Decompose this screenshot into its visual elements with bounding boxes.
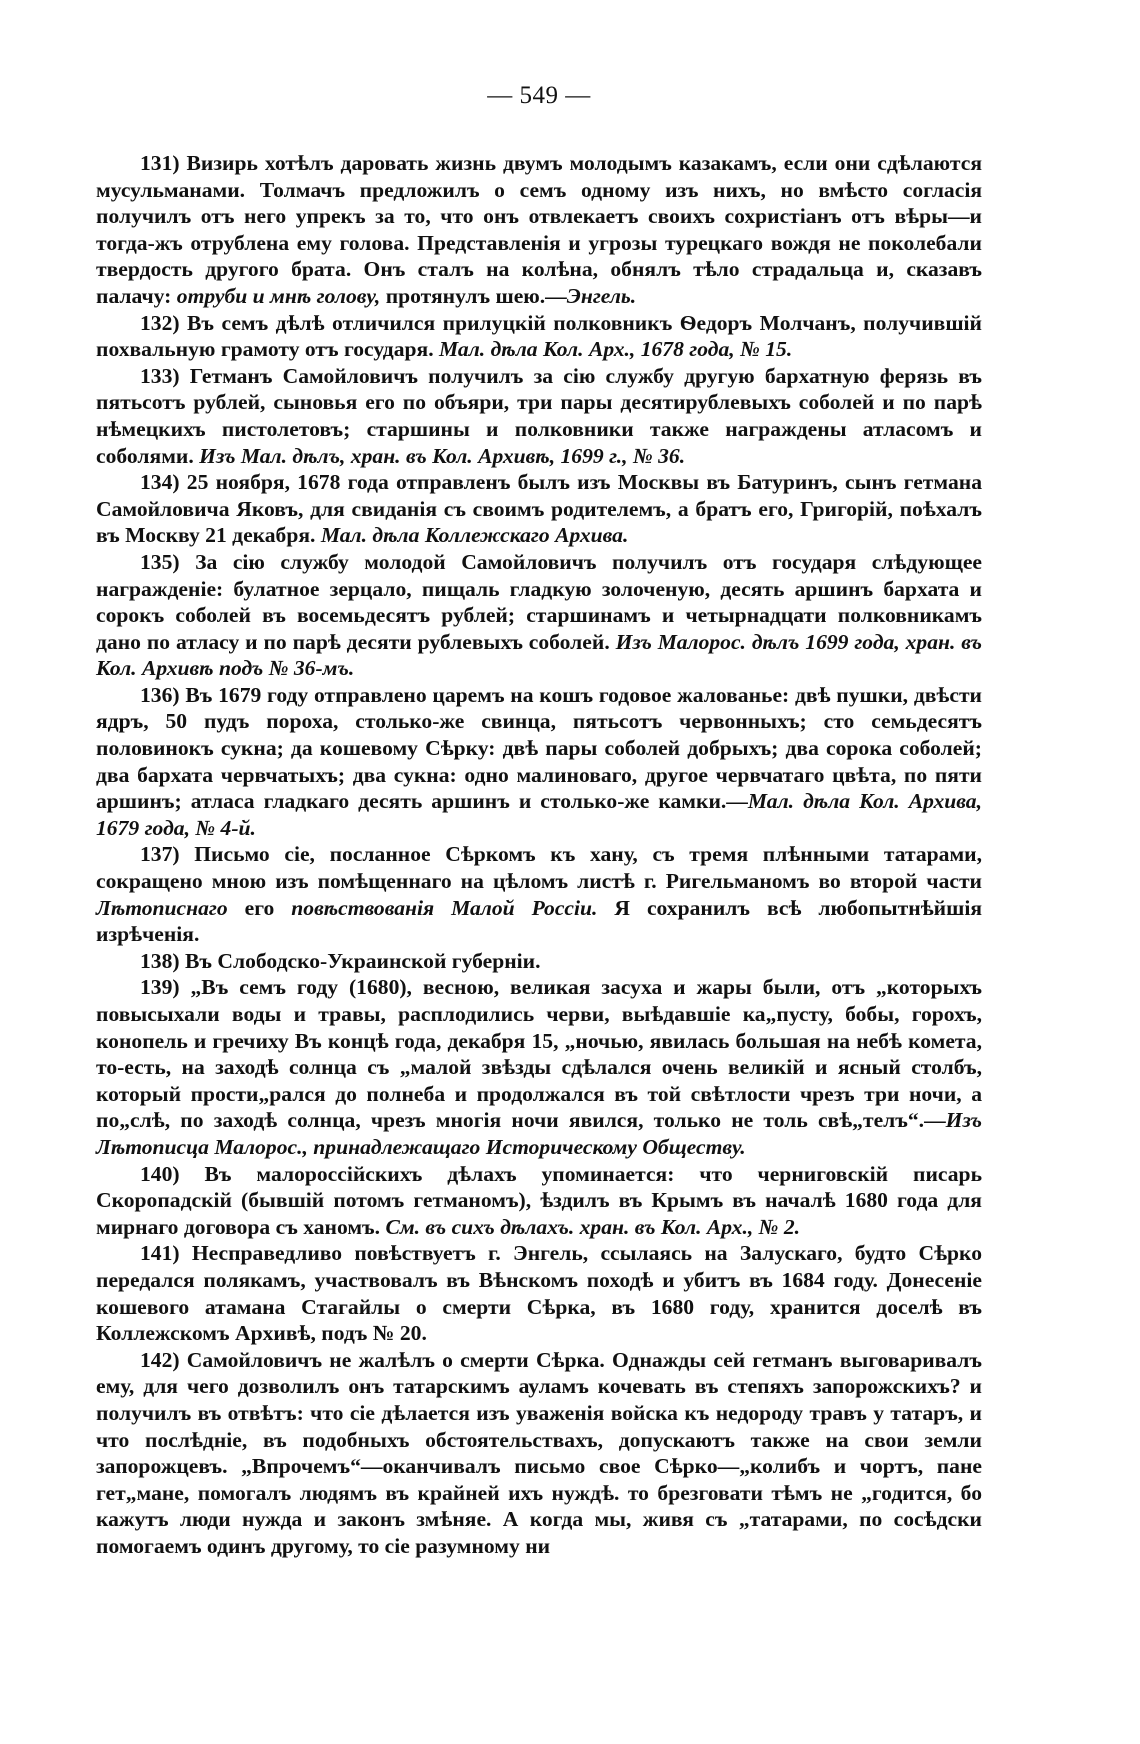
footnote-text: 138) Въ Слободско-Украинской губерніи. bbox=[140, 948, 541, 973]
footnote-text: 133) Гетманъ Самойловичъ получилъ за сію службу другую бархатную ферязь въ пятьсотъ рублей, сыновья его по объяри, три пары десятирублевыхъ соболей и по парѣ нѣмецкихъ пистолетовъ; старшины и полковники также награждены атласомъ и соболями. bbox=[96, 363, 982, 468]
footnote-source: Изъ Лѣтописца Малорос., принадлежащаго Историческому Обществу. bbox=[96, 1108, 982, 1159]
footnote-text: 139) „Въ семъ году (1680), весною, великая засуха и жары были, отъ „которыхъ повысыхали воды и травы, расплодились черви, выѣдавшіе ка„пусту, бобы, горохъ, конопель и гречиху Въ концѣ года, декабря 15, „ночью, явилась большая на небѣ комета, то-есть, на заходѣ солнца съ „малой звѣзды сдѣлался очень великій и ясный столбъ, который прости„рался до полнеба и продолжался въ той свѣтлости чрезъ три ночи, а по„слѣ, по заходѣ солнца, чрезъ многія ночи явился, только не толь свѣ„телъ“.— bbox=[96, 975, 982, 1133]
footnote-source: Энгель. bbox=[566, 283, 637, 308]
footnote-text: 135) За сію службу молодой Самойловичъ получилъ отъ государя слѣдующее награжденіе: булатное зерцало, пищаль гладкую золоченую, десять аршинъ бархата и сорокъ соболей въ восемьдесятъ рублей; старшинамъ и четырнадцати полковникамъ дано по атласу и по парѣ десяти рублевыхъ соболей. bbox=[96, 549, 982, 654]
footnote-source: Изъ Малорос. дѣлъ 1699 года, хран. въ Кол. Архивѣ подъ № 36-мъ. bbox=[96, 629, 982, 681]
page-number: — 549 — bbox=[487, 82, 591, 109]
footnote-136 bbox=[96, 682, 982, 842]
footnote-text-tail: Я сохранилъ всѣ любопытнѣйшія изрѣченія. bbox=[96, 895, 983, 947]
footnote-139 bbox=[96, 974, 982, 1160]
footnote-text: 141) Несправедливо повѣствуетъ г. Энгель, ссылаясь на Залускаго, будто Сѣрко передался полякамъ, участвовалъ въ Вѣнскомъ походѣ и убитъ въ 1684 году. Донесеніе кошевого атамана Стагайлы о смерти Сѣрка, въ 1680 году, хранится доселѣ въ Коллежскомъ Архивѣ, подъ № 20. bbox=[96, 1241, 982, 1346]
footnote-140 bbox=[96, 1161, 982, 1241]
footnote-135 bbox=[96, 549, 982, 682]
footnote-source: Изъ Мал. дѣлъ, хран. въ Кол. Архивѣ, 1699 г., № 36. bbox=[199, 443, 686, 468]
footnote-source: См. въ сихъ дѣлахъ. хран. въ Кол. Арх., № 2. bbox=[385, 1214, 801, 1239]
footnote-137 bbox=[96, 841, 982, 947]
footnote-text: 142) Самойловичъ не жалѣлъ о смерти Сѣрка. Однажды сей гетманъ выговаривалъ ему, для чего дозволилъ онъ татарскимъ ауламъ кочевать въ степяхъ запорожскихъ? и получилъ въ отвѣтъ: что сіе дѣлается изъ уваженія войска къ недороду травъ у татаръ, и что послѣдніе, въ подобныхъ обстоятельствахъ, допускаютъ также на свои земли запорожцевъ. „Впрочемъ“—оканчивалъ письмо свое Сѣрко—„колибъ и чортъ, пане гет„мане, помогалъ людямъ въ крайней ихъ нуждѣ. то брезговати тѣмъ не „годится, бо кажутъ люди нужда и законъ змѣняе. А когда мы, живя съ „татарами, по сосѣдски помогаемъ одинъ другому, то сіе разумному ни bbox=[96, 1347, 982, 1558]
footnote-title-2: повѣствованія Малой Россіи. bbox=[291, 895, 598, 920]
footnote-source: Мал. дѣла Коллежскаго Архива. bbox=[320, 523, 629, 548]
footnote-quote: отруби и мнѣ голову, bbox=[176, 283, 381, 308]
footnote-source: Мал. дѣла Кол. Арх., 1678 года, № 15. bbox=[439, 337, 793, 362]
footnote-text-mid: его bbox=[227, 895, 292, 920]
footnote-text: 132) Въ семъ дѣлѣ отличился прилуцкій полковникъ Ѳедоръ Молчанъ, получившій похвальную грамоту отъ государя. bbox=[96, 310, 982, 362]
footnote-source: Мал. дѣла Кол. Архива, 1679 года, № 4-й. bbox=[96, 789, 982, 840]
footnote-133 bbox=[96, 363, 982, 469]
footnote-132 bbox=[96, 310, 982, 363]
footnote-text: 131) Визирь хотѣлъ даровать жизнь двумъ молодымъ казакамъ, если они сдѣлаются мусульманами. Толмачъ предложилъ о семъ одному изъ нихъ, но вмѣсто согласія получилъ отъ него упрекъ за то, что онъ отвлекаетъ своихъ сохристіанъ отъ вѣры—и тогда-жъ отрублена ему голова. Представленія и угрозы турецкаго вождя не поколебали твердость другого брата. Онъ сталъ на колѣна, обнялъ тѣло страдальца и, сказавъ палачу: bbox=[96, 151, 982, 308]
footnote-text: 136) Въ 1679 году отправлено царемъ на кошъ годовое жалованье: двѣ пушки, двѣсти ядръ, 50 пудъ пороха, столько-же свинца, пятьсотъ червонныхъ; сто семьдесятъ половинокъ сукна; да кошевому Сѣрку: двѣ пары соболей добрыхъ; два сорока соболей; два бархата червчатыхъ; два сукна: одно малиноваго, другое червчатаго цвѣта, по пяти аршинъ; атласа гладкаго десять аршинъ и столько-же камки.— bbox=[96, 682, 982, 814]
document-page bbox=[96, 76, 982, 1559]
footnote-141 bbox=[96, 1240, 982, 1346]
footnote-text-tail: протянулъ шею.— bbox=[380, 283, 567, 308]
footnote-text: 134) 25 ноября, 1678 года отправленъ былъ изъ Москвы въ Батуринъ, сынъ гетмана Самойловича Яковъ, для свиданія съ своимъ родителемъ, а братъ его, Григорій, поѣхалъ въ Москву 21 декабря. bbox=[96, 470, 982, 548]
footnote-title: Лѣтописнаго bbox=[96, 895, 228, 920]
footnote-text: 140) Въ малороссійскихъ дѣлахъ упоминается: что черниговскій писарь Скоропадскій (бывшій потомъ гетманомъ), ѣздилъ въ Крымъ въ началѣ 1680 года для мирнаго договора съ ханомъ. bbox=[96, 1161, 982, 1239]
footnote-131 bbox=[96, 150, 982, 310]
footnote-142 bbox=[96, 1347, 982, 1560]
footnote-text: 137) Письмо сіе, посланное Сѣркомъ къ хану, съ тремя плѣнными татарами, сокращено мною изъ помѣщеннаго на цѣломъ листѣ г. Ригельманомъ во второй части bbox=[96, 842, 982, 894]
footnote-138 bbox=[96, 948, 982, 975]
footnote-134 bbox=[96, 469, 982, 549]
